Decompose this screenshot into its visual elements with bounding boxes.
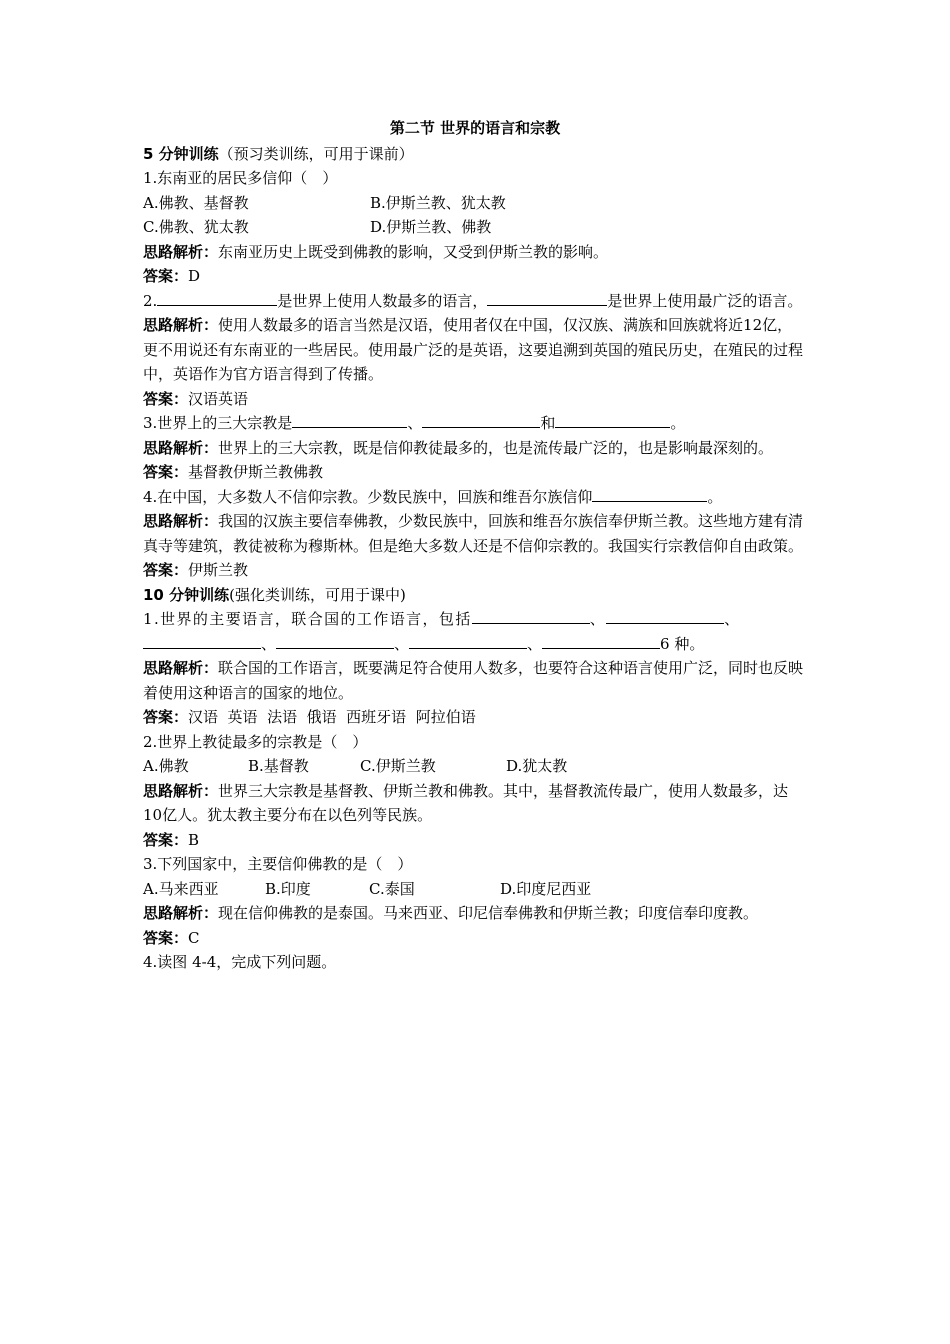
question-text: 。: [670, 414, 686, 432]
analysis-label: 思路解析：: [143, 904, 219, 922]
fill-blank[interactable]: [143, 634, 261, 649]
question-2-3-stem: 3.下列国家中，主要信仰佛教的是（ ）: [143, 855, 413, 873]
fill-blank[interactable]: [276, 634, 394, 649]
question-1-options-ab: [143, 191, 807, 216]
section-heading-sub: （预习类训练，可用于课前）: [218, 144, 414, 163]
analysis-label: 思路解析：: [143, 781, 219, 800]
question-2-stem: [143, 289, 807, 314]
question-2-3-analysis: [143, 901, 807, 926]
separator: 、: [724, 610, 741, 628]
fill-blank[interactable]: [487, 291, 607, 306]
answer-label: 答案：: [143, 830, 189, 849]
analysis-text: 世界三大宗教是基督教、伊斯兰教和佛教。其中，基督教流传最广，使用人数最多，达10亿人。犹太教主要分布在以色列等民族。: [143, 781, 789, 824]
question-text: 。: [707, 487, 723, 506]
document-page: [143, 116, 807, 975]
option-a: A.马来西亚: [143, 879, 219, 898]
answer-label: 答案：: [143, 463, 189, 481]
answer-text: C: [188, 928, 200, 947]
analysis-label: 思路解析：: [143, 242, 219, 261]
question-2-3-options: [143, 877, 807, 902]
answer-label: 答案：: [143, 708, 189, 726]
question-1-answer: [143, 264, 807, 289]
analysis-text: 东南亚历史上既受到佛教的影响，又受到伊斯兰教的影响。: [218, 242, 609, 261]
analysis-label: 思路解析：: [143, 438, 219, 457]
separator: 、: [394, 634, 410, 653]
fill-blank[interactable]: [157, 291, 277, 306]
option-a: A.佛教: [143, 757, 189, 775]
analysis-label: 思路解析：: [143, 659, 219, 677]
option-a: A.佛教、基督教: [143, 193, 249, 212]
section-heading-5min: [143, 142, 807, 167]
question-text: 3.世界上的三大宗教是: [143, 414, 293, 432]
analysis-text: 世界上的三大宗教，既是信仰教徒最多的，也是流传最广泛的，也是影响最深刻的。: [218, 438, 774, 457]
question-text: 4.在中国，大多数人不信仰宗教。少数民族中，回族和维吾尔族信仰: [143, 487, 593, 506]
fill-blank[interactable]: [422, 413, 540, 428]
question-2-analysis: [143, 313, 807, 387]
question-3-stem: [143, 411, 807, 436]
option-d: D.犹太教: [506, 757, 568, 775]
question-2-answer: [143, 387, 807, 412]
option-d: D.印度尼西亚: [500, 879, 592, 898]
section-heading-sub: (强化类训练，可用于课中): [229, 585, 406, 604]
analysis-text: 现在信仰佛教的是泰国。马来西亚、印尼信奉佛教和伊斯兰教；印度信奉印度教。: [218, 904, 759, 922]
option-c: C.佛教、犹太教: [143, 218, 249, 236]
separator: 、: [407, 414, 423, 432]
question-2-2-answer: [143, 828, 807, 853]
question-2-2-stem: 2.世界上教徒最多的宗教是（ ）: [143, 732, 368, 751]
option-c: C.伊斯兰教: [360, 757, 436, 775]
question-1-options-cd: [143, 215, 807, 240]
answer-text: 伊斯兰教: [188, 561, 249, 579]
question-4-stem: [143, 485, 807, 510]
fill-blank[interactable]: [606, 609, 724, 624]
fill-blank[interactable]: [555, 413, 670, 428]
fill-blank[interactable]: [292, 413, 407, 428]
fill-blank[interactable]: [472, 609, 590, 624]
answer-text: D: [188, 267, 201, 285]
question-2-2-analysis: [143, 779, 807, 828]
option-b: B.伊斯兰教、犹太教: [370, 193, 506, 212]
question-4-answer: [143, 558, 807, 583]
question-text: 是世界上使用人数最多的语言，: [277, 291, 488, 310]
analysis-label: 思路解析：: [143, 512, 219, 530]
separator: 、: [589, 610, 607, 628]
option-c: C.泰国: [369, 879, 415, 898]
fill-blank[interactable]: [542, 634, 660, 649]
question-2-3-answer: [143, 926, 807, 951]
question-text: 6 种。: [660, 634, 705, 653]
option-b: B.基督教: [248, 757, 309, 775]
question-2-1-stem-cont: [143, 632, 807, 657]
question-2-1-stem: [143, 607, 807, 632]
answer-text: B: [188, 830, 200, 849]
section-heading-label: 5 分钟训练: [143, 144, 219, 163]
page-title: 第二节 世界的语言和宗教: [389, 119, 561, 137]
option-b: B.印度: [265, 879, 311, 898]
answer-text: 汉语 英语 法语 俄语 西班牙语 阿拉伯语: [188, 708, 476, 726]
fill-blank[interactable]: [409, 634, 527, 649]
question-2-4-stem: 4.读图 4-4，完成下列问题。: [143, 953, 337, 971]
question-2-1-analysis: [143, 656, 807, 705]
answer-label: 答案：: [143, 561, 189, 579]
answer-label: 答案：: [143, 389, 189, 408]
section-heading-10min: [143, 583, 807, 608]
separator: 、: [261, 634, 277, 653]
answer-text: 基督教伊斯兰教佛教: [188, 463, 324, 481]
separator: 和: [540, 414, 556, 432]
question-2-2-options: [143, 754, 807, 779]
analysis-label: 思路解析：: [143, 316, 219, 334]
analysis-text: 使用人数最多的语言当然是汉语，使用者仅在中国，仅汉族、满族和回族就将近12亿，更不用说还有东南亚的一些居民。使用最广泛的是英语，这要追溯到英国的殖民历史，在殖民的过程中，英语作为官方语言得到了传播。: [143, 316, 804, 383]
question-3-analysis: [143, 436, 807, 461]
question-3-answer: [143, 460, 807, 485]
question-1-stem: 1.东南亚的居民多信仰（ ）: [143, 169, 338, 187]
question-1-analysis: [143, 240, 807, 265]
question-number: 2.: [143, 291, 158, 310]
analysis-text: 我国的汉族主要信奉佛教，少数民族中，回族和维吾尔族信奉伊斯兰教。这些地方建有清真寺等建筑，教徒被称为穆斯林。但是绝大多数人还是不信仰宗教的。我国实行宗教信仰自由政策。: [143, 512, 804, 555]
separator: 、: [527, 634, 543, 653]
option-d: D.伊斯兰教、佛教: [370, 218, 492, 236]
analysis-text: 联合国的工作语言，既要满足符合使用人数多，也要符合这种语言使用广泛，同时也反映着使用这种语言的国家的地位。: [143, 659, 804, 702]
answer-text: 汉语英语: [188, 389, 249, 408]
fill-blank[interactable]: [592, 487, 707, 502]
answer-label: 答案：: [143, 267, 189, 285]
question-text: 1.世界的主要语言，联合国的工作语言，包括: [143, 610, 472, 628]
question-2-1-answer: [143, 705, 807, 730]
section-heading-label: 10 分钟训练: [143, 585, 230, 604]
question-text: 是世界上使用最广泛的语言。: [607, 291, 803, 310]
question-4-analysis: [143, 509, 807, 558]
answer-label: 答案：: [143, 928, 189, 947]
